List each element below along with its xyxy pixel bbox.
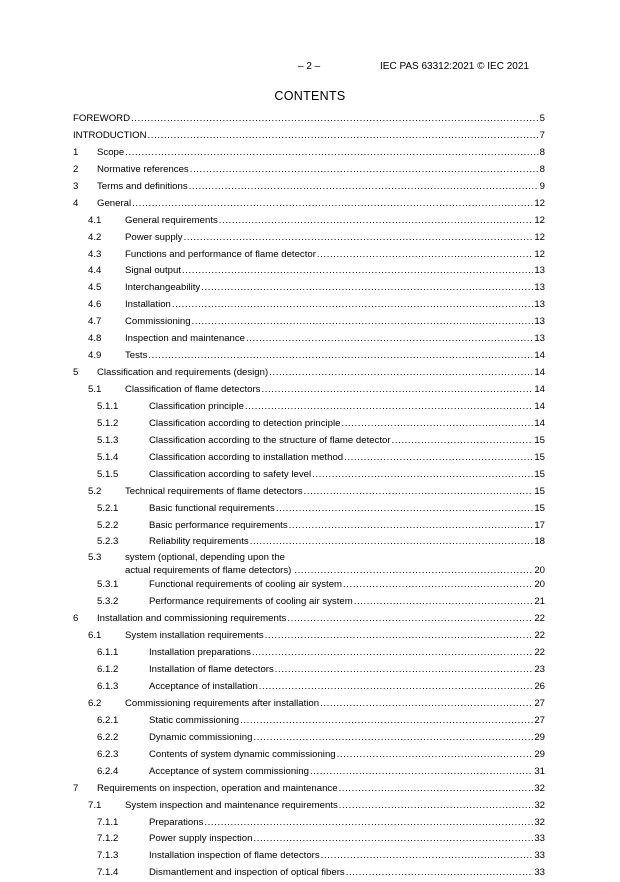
toc-entry-page: 8 (539, 163, 545, 175)
toc-entry-title: Functional requirements of cooling air system (149, 579, 343, 591)
dot-leader (192, 314, 534, 331)
dot-leader (259, 679, 534, 696)
dot-leader (339, 798, 534, 815)
toc-entry[interactable] (73, 713, 545, 730)
dot-leader (392, 433, 534, 450)
toc-entry[interactable] (73, 433, 545, 450)
toc-entry-title: Power supply (125, 231, 183, 243)
toc-entry-page: 13 (534, 333, 545, 345)
toc-entry-number: 1 (73, 146, 79, 158)
toc-entry[interactable] (73, 679, 545, 696)
dot-leader (148, 128, 539, 145)
toc-entry-number: 7 (73, 782, 79, 794)
toc-entry-title: Signal output (125, 265, 182, 277)
toc-entry-number: 4.2 (88, 231, 102, 243)
toc-entry-title: Basic functional requirements (149, 502, 275, 514)
toc-entry-page: 15 (534, 451, 545, 463)
toc-entry[interactable] (73, 484, 545, 501)
toc-entry[interactable] (73, 501, 545, 518)
toc-entry-number: 5 (73, 367, 79, 379)
toc-entry-number: 5.3.2 (97, 596, 119, 608)
toc-entry-title: Installation inspection of flame detectors (149, 850, 320, 862)
dot-leader (189, 179, 539, 196)
toc-entry-number: 6.2.1 (97, 714, 119, 726)
dot-leader (339, 781, 534, 798)
dot-leader (304, 484, 534, 501)
toc-entry-title: Inspection and maintenance (125, 333, 246, 345)
toc-entry-title: Requirements on inspection, operation and maintenance (97, 782, 338, 794)
dot-leader (269, 365, 533, 382)
toc-entry-number: 7.1.2 (97, 833, 119, 845)
toc-entry[interactable] (73, 662, 545, 679)
toc-entry-page: 22 (534, 647, 545, 659)
toc-entry[interactable] (73, 865, 545, 882)
toc-entry[interactable] (73, 467, 545, 484)
toc-entry-title: General (97, 197, 132, 209)
toc-entry-page: 33 (534, 850, 545, 862)
toc-entry-number: 7.1 (88, 799, 102, 811)
dot-leader (265, 628, 534, 645)
toc-entry-page: 14 (534, 417, 545, 429)
toc-entry-title: Classification and requirements (design) (97, 367, 269, 379)
toc-entry-page: 12 (534, 197, 545, 209)
dot-leader (182, 263, 533, 280)
toc-entry-title: Classification principle (149, 400, 244, 412)
toc-entry[interactable] (73, 831, 545, 848)
toc-entry[interactable] (73, 534, 545, 551)
toc-entry-page: 27 (534, 697, 545, 709)
toc-entry-title: Terms and definitions (97, 180, 188, 192)
toc-entry[interactable] (73, 551, 545, 577)
toc-entry-page: 17 (534, 519, 545, 531)
toc-entry-number: 5.1.1 (97, 400, 119, 412)
toc-entry-title: system (optional, depending upon the actual requirements of flame detectors) (125, 552, 292, 577)
toc-entry-page: 20 (534, 565, 545, 577)
toc-entry[interactable] (73, 611, 545, 628)
toc-entry-title: Technical requirements of flame detectors (125, 485, 303, 497)
toc-entry-page: 32 (534, 799, 545, 811)
toc-entry-number: 4.9 (88, 350, 102, 362)
toc-entry-page: 8 (539, 146, 545, 158)
dot-leader (252, 645, 533, 662)
toc-entry-title: Classification according to detection principle (149, 417, 341, 429)
toc-entry-number: 6.1.2 (97, 664, 119, 676)
dot-leader (275, 662, 534, 679)
toc-entry-number: 4.3 (88, 248, 102, 260)
toc-entry[interactable] (73, 263, 545, 280)
toc-entry-title: Classification according to the structure of flame detector (149, 434, 391, 446)
toc-entry-number: 5.1.2 (97, 417, 119, 429)
page-title: CONTENTS (274, 89, 346, 103)
toc-entry[interactable] (73, 577, 545, 594)
toc-entry-number: 7.1.1 (97, 816, 119, 828)
toc-entry[interactable] (73, 399, 545, 416)
toc-entry-title: Interchangeability (125, 282, 201, 294)
toc-entry-number: 4.6 (88, 299, 102, 311)
toc-entry-number: 4.5 (88, 282, 102, 294)
dot-leader (246, 331, 533, 348)
toc-entry-page: 14 (534, 384, 545, 395)
toc-entry-title: Preparations (149, 816, 204, 828)
page-number: – 2 – (298, 61, 321, 72)
toc-entry[interactable] (73, 815, 545, 832)
toc-entry[interactable] (73, 781, 545, 798)
toc-entry-number: 4.8 (88, 333, 102, 345)
toc-entry-title: Classification of flame detectors (125, 384, 261, 395)
toc-entry-number: 4 (73, 197, 79, 209)
toc-entry[interactable] (73, 416, 545, 433)
toc-entry-page: 32 (534, 782, 545, 794)
toc-entry[interactable] (73, 247, 545, 264)
toc-entry-number: 5.2.3 (97, 536, 119, 548)
toc-entry-number: 5.1 (88, 384, 102, 395)
toc-entry-number: 6.1 (88, 630, 102, 642)
toc-entry-title: Basic performance requirements (149, 519, 288, 531)
toc-entry[interactable] (73, 128, 545, 145)
toc-entry-title: Tests (125, 350, 148, 362)
toc-entry[interactable] (73, 145, 545, 162)
toc-entry[interactable] (73, 730, 545, 747)
toc-entry-page: 14 (534, 367, 545, 379)
toc-entry-page: 15 (534, 502, 545, 514)
toc-entry-title: System inspection and maintenance requirements (125, 799, 338, 811)
toc-entry-number: 5.1.5 (97, 468, 119, 480)
toc-entry-title: Scope (97, 146, 125, 158)
toc-entry-title: Acceptance of system commissioning (149, 765, 309, 777)
dot-leader (240, 713, 533, 730)
toc-entry-number: 2 (73, 163, 79, 175)
toc-entry[interactable] (73, 179, 545, 196)
dot-leader (253, 730, 533, 747)
dot-leader (125, 145, 538, 162)
toc-entry-page: 13 (534, 282, 545, 294)
toc-entry-title: Classification according to safety level (149, 468, 312, 480)
dot-leader (341, 416, 533, 433)
dot-leader (190, 162, 539, 179)
toc-entry-number: 4.1 (88, 214, 102, 226)
toc-entry-number: 5.3 (88, 552, 102, 564)
toc-entry[interactable] (73, 331, 545, 348)
dot-leader (276, 501, 533, 518)
toc-entry-page: 29 (534, 731, 545, 743)
toc-entry-number: 6.2.3 (97, 748, 119, 760)
toc-entry-title: Installation preparations (149, 647, 251, 659)
toc-entry-number: 4.7 (88, 316, 102, 328)
toc-entry[interactable] (73, 645, 545, 662)
dot-leader (132, 196, 533, 213)
toc-entry[interactable] (73, 196, 545, 213)
toc-entry-page: 14 (534, 400, 545, 412)
toc-entry-page: 22 (534, 613, 545, 625)
toc-entry-number: 5.2.2 (97, 519, 119, 531)
toc-entry[interactable] (73, 798, 545, 815)
toc-entry-page: 7 (539, 129, 545, 141)
toc-entry-page: 22 (534, 630, 545, 642)
dot-leader (184, 230, 534, 247)
toc-entry[interactable] (73, 314, 545, 331)
toc-entry-title: INTRODUCTION (73, 129, 147, 141)
toc-entry-page: 27 (534, 714, 545, 726)
toc-entry[interactable] (73, 280, 545, 297)
toc-entry[interactable] (73, 848, 545, 865)
dot-leader (320, 696, 533, 713)
toc-entry-title: Normative references (97, 163, 189, 175)
toc-entry-page: 31 (534, 765, 545, 777)
toc-entry[interactable] (73, 297, 545, 314)
toc-entry-page: 32 (534, 816, 545, 828)
dot-leader (287, 611, 533, 628)
toc-entry-title: Installation and commissioning requirements (97, 613, 287, 625)
toc-entry-title: Static commissioning (149, 714, 240, 726)
dot-leader (321, 848, 534, 865)
toc-entry-page: 14 (534, 350, 545, 362)
toc-entry[interactable] (73, 365, 545, 382)
toc-entry-number: 7.1.4 (97, 867, 119, 879)
toc-entry-title: Power supply inspection (149, 833, 253, 845)
toc-entry-number: 5.2 (88, 485, 102, 497)
toc-entry-title: System installation requirements (125, 630, 264, 642)
toc-entry[interactable] (73, 382, 545, 399)
dot-leader (354, 594, 534, 611)
dot-leader (148, 348, 533, 365)
toc-entry-number: 3 (73, 180, 79, 192)
toc-entry-page: 12 (534, 214, 545, 226)
dot-leader (346, 865, 534, 882)
toc-entry-page: 15 (534, 468, 545, 480)
dot-leader (344, 450, 533, 467)
toc-entry-page: 5 (539, 113, 545, 124)
toc-entry[interactable] (73, 518, 545, 535)
toc-entry-title: Dynamic commissioning (149, 731, 253, 743)
table-of-contents (73, 111, 545, 882)
toc-entry-title: Functions and performance of flame detector (125, 248, 316, 260)
toc-entry-number: 5.2.1 (97, 502, 119, 514)
toc-entry-page: 15 (534, 434, 545, 446)
toc-entry-title: Commissioning requirements after installation (125, 697, 320, 709)
standard-reference: IEC PAS 63312:2021 © IEC 2021 (380, 61, 529, 72)
toc-entry[interactable] (73, 230, 545, 247)
toc-entry-title: Installation (125, 299, 171, 311)
toc-entry-title: Commissioning (125, 316, 191, 328)
toc-entry[interactable] (73, 628, 545, 645)
toc-entry-number: 4.4 (88, 265, 102, 277)
dot-leader (204, 815, 533, 832)
toc-entry-number: 5.1.4 (97, 451, 119, 463)
dot-leader (337, 747, 534, 764)
toc-entry-number: 6 (73, 613, 79, 625)
toc-entry[interactable] (73, 213, 545, 230)
toc-entry-page: 12 (534, 248, 545, 260)
toc-entry-title: Reliability requirements (149, 536, 249, 548)
toc-entry[interactable] (73, 696, 545, 713)
dot-leader (131, 111, 539, 128)
toc-entry-number: 6.2.4 (97, 765, 119, 777)
dot-leader (219, 213, 534, 230)
dot-leader (250, 534, 534, 551)
dot-leader (245, 399, 533, 416)
toc-entry-number: 6.2.2 (97, 731, 119, 743)
toc-entry-page: 9 (539, 180, 545, 192)
toc-entry-title: Dismantlement and inspection of optical fibers (149, 867, 345, 879)
dot-leader (310, 764, 533, 781)
dot-leader (172, 297, 533, 314)
toc-entry[interactable] (73, 747, 545, 764)
toc-entry-page: 21 (534, 596, 545, 608)
toc-entry-page: 12 (534, 231, 545, 243)
toc-entry-page: 33 (534, 867, 545, 879)
dot-leader (253, 831, 533, 848)
toc-entry-title: Classification according to installation method (149, 451, 344, 463)
dot-leader (343, 577, 533, 594)
toc-entry-title: Installation of flame detectors (149, 664, 274, 676)
toc-entry[interactable] (73, 162, 545, 179)
toc-entry[interactable] (73, 594, 545, 611)
toc-entry-number: 5.1.3 (97, 434, 119, 446)
toc-entry-title: General requirements (125, 214, 218, 226)
toc-entry-title: Performance requirements of cooling air system (149, 596, 353, 608)
toc-entry-title: Contents of system dynamic commissioning (149, 748, 336, 760)
toc-entry-page: 23 (534, 664, 545, 676)
toc-entry-page: 29 (534, 748, 545, 760)
toc-entry[interactable] (73, 111, 545, 128)
toc-entry-page: 26 (534, 681, 545, 692)
toc-entry-page: 13 (534, 265, 545, 277)
toc-entry-number: 6.1.1 (97, 647, 119, 659)
dot-leader (317, 247, 533, 264)
toc-entry-page: 13 (534, 299, 545, 311)
toc-entry-page: 13 (534, 316, 545, 328)
toc-entry-number: 7.1.3 (97, 850, 119, 862)
toc-entry-number: 5.3.1 (97, 579, 119, 591)
toc-entry[interactable] (73, 764, 545, 781)
dot-leader (294, 564, 533, 577)
dot-leader (289, 518, 534, 535)
toc-entry-number: 6.2 (88, 697, 102, 709)
toc-entry[interactable] (73, 450, 545, 467)
toc-entry-number: 6.1.3 (97, 681, 119, 692)
toc-entry-page: 15 (534, 485, 545, 497)
dot-leader (261, 382, 533, 399)
toc-entry-page: 33 (534, 833, 545, 845)
toc-entry-title: Acceptance of installation (149, 681, 258, 692)
dot-leader (312, 467, 533, 484)
toc-entry-title: FOREWORD (73, 113, 131, 124)
toc-entry-page: 18 (534, 536, 545, 548)
dot-leader (201, 280, 533, 297)
toc-entry[interactable] (73, 348, 545, 365)
toc-entry-page: 20 (534, 579, 545, 591)
